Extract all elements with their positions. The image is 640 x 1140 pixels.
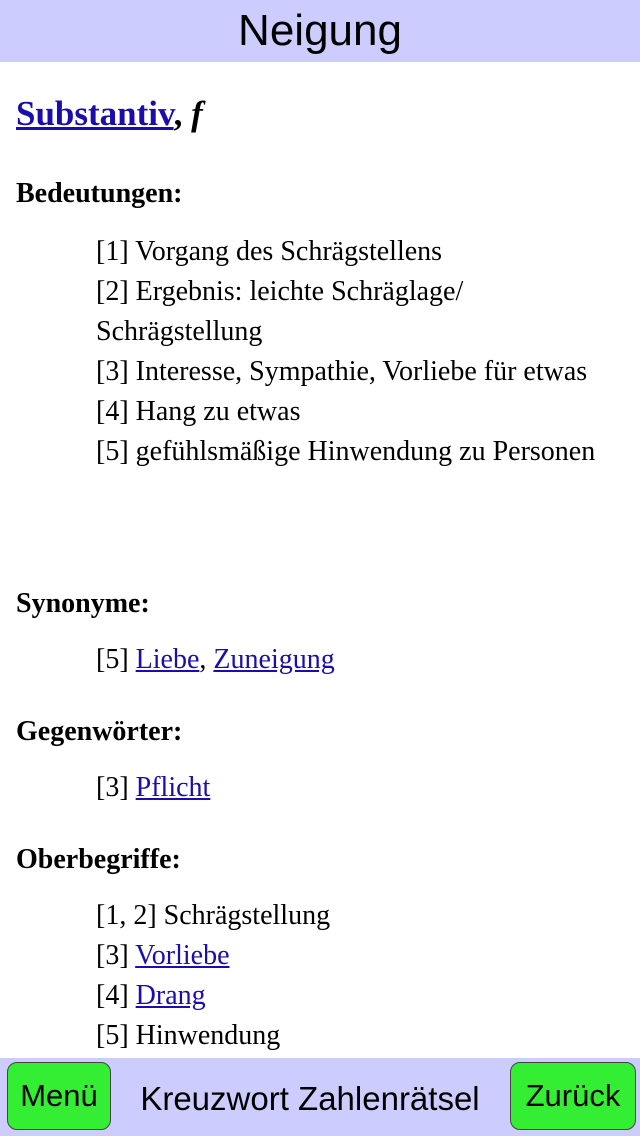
heading-bedeutungen: Bedeutungen: (16, 178, 183, 209)
synonym-separator: , (199, 644, 207, 675)
footer-bar (0, 1058, 640, 1136)
menu-button[interactable]: Menü (7, 1062, 111, 1130)
synonym-link-liebe[interactable]: Liebe (135, 644, 200, 675)
list-item: [5] gefühlsmäßige Hinwendung zu Personen (96, 436, 596, 467)
heading-synonyme: Synonyme: (16, 588, 150, 619)
item-prefix: [4] (96, 980, 129, 1011)
oberbegriffe-list (96, 896, 616, 1056)
synonyme-list (96, 640, 616, 680)
list-item: [3] Interesse, Sympathie, Vorliebe für etwas (96, 356, 588, 387)
list-item: [2] Ergebnis: leichte Schräglage/ Schrägstellung (96, 276, 464, 347)
item-prefix: [3] (96, 772, 129, 803)
synonym-link-zuneigung[interactable]: Zuneigung (213, 644, 335, 675)
page-header (0, 0, 640, 62)
gegenwoerter-list (96, 768, 616, 808)
heading-oberbegriffe: Oberbegriffe: (16, 844, 181, 875)
item-prefix: [3] (96, 940, 129, 971)
hypernym-link-drang[interactable]: Drang (135, 980, 206, 1011)
entry-content[interactable] (0, 62, 640, 1058)
antonym-link-pflicht[interactable]: Pflicht (135, 772, 211, 803)
heading-gegenwoerter: Gegenwörter: (16, 716, 183, 747)
list-item (96, 936, 616, 976)
bedeutungen-list (96, 232, 616, 472)
list-item (96, 640, 616, 680)
list-item: [4] Hang zu etwas (96, 396, 301, 427)
list-item: [1, 2] Schrägstellung (96, 900, 331, 931)
page-title: Neigung (238, 6, 402, 55)
footer-title: Kreuzwort Zahlenrätsel (140, 1080, 480, 1117)
list-item: [1] Vorgang des Schrägstellens (96, 236, 443, 267)
pos-separator: , (173, 94, 183, 133)
item-prefix: [5] (96, 644, 129, 675)
part-of-speech-link[interactable]: Substantiv (16, 94, 174, 133)
list-item (96, 768, 616, 808)
gender-label: f (191, 94, 203, 133)
hypernym-link-vorliebe[interactable]: Vorliebe (135, 940, 230, 971)
part-of-speech-line (16, 94, 203, 134)
list-item: [5] Hinwendung (96, 1020, 281, 1051)
list-item (96, 976, 616, 1016)
back-button[interactable]: Zurück (510, 1062, 636, 1130)
